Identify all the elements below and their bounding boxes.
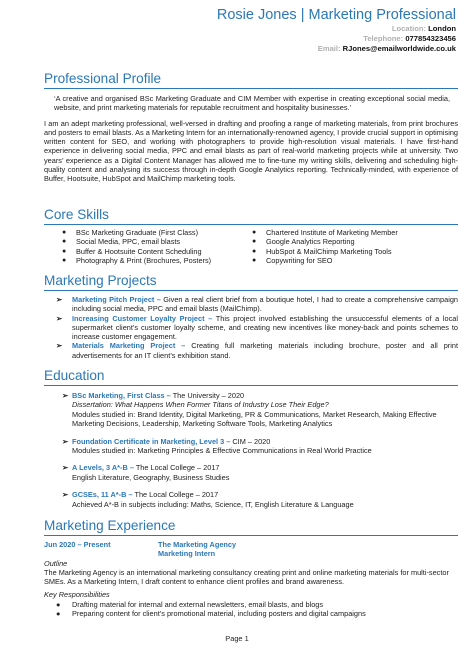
bullet-icon: ● (62, 256, 67, 264)
experience-section (44, 518, 458, 618)
profile-body: I am an adept marketing professional, well-versed in drafting and proofing a range of marketing materials, from print brochures and posters to email blasts. As a Marketing Intern for an internationally-renowned agency, I provide crucial support in optimising written content for SEO, and working with photographers to provide high-resolution visual materials. I have first-hand experience in delivering social media, PPC and email blasts as part of real-world marketing projects while at university. Two years’ experience as a Digital Content Manager has allowed me to fine-tune my writing skills, delivering and scheduling high-quality content and analysing its success through in-depth Google Analytics reporting. Technically-minded, with experience of Buffer, Hootsuite, HubSpot and MailChimp marketing tools. (44, 118, 458, 184)
bullet-icon: ● (252, 247, 257, 255)
bullet-icon: ● (252, 238, 257, 246)
modules: Modules studied in: Brand Identity, Digital Marketing, PR & Communications, Market Research, Making Effective Marketing Decisions, Leadership, Marketing Software Tools, Marketing Analytics (72, 409, 437, 429)
page-number: Page 1 (225, 634, 249, 643)
skill-item: ● Social Media, PPC, email blasts (62, 237, 181, 247)
arrow-bullet-icon: ➢ (56, 341, 63, 351)
section-divider (44, 535, 458, 536)
job-title: Marketing Intern (158, 549, 216, 559)
bullet-icon: ● (252, 256, 257, 264)
responsibility-item: ● Preparing content for client’s promotional material, including posters and digital campaigns (56, 609, 366, 619)
responsibilities-list (44, 600, 458, 619)
responsibility-item: ● Drafting material for internal and external newsletters, email blasts, and blogs (56, 599, 324, 609)
telephone-label: Telephone: (363, 34, 404, 43)
profile-section (44, 71, 458, 184)
arrow-bullet-icon: ➢ (56, 295, 63, 304)
skill-item: ● Buffer & Hootsuite Content Scheduling (62, 246, 202, 256)
section-divider (44, 290, 458, 291)
arrow-bullet-icon: ➢ (56, 313, 63, 323)
bullet-icon: ● (62, 229, 67, 236)
projects-heading: Marketing Projects (44, 273, 157, 288)
bullet-icon: ● (62, 238, 67, 246)
skills-left-column (62, 228, 252, 265)
profile-heading: Professional Profile (44, 71, 162, 86)
arrow-bullet-icon: ➢ (62, 463, 69, 473)
education-item: ➢ BSc Marketing, First Class – The University – 2020 Dissertation: What Happens When Former Titans of Industry Lose Their Edge? Modules studied in: Brand Identity, Digital Marketing, PR & Communications, Market Research, Making Effective Marketing Decisions, Leadership, Marketing Software Tools, Marketing Analytics (44, 391, 458, 429)
responsibilities-label: Key Responsibilities (44, 590, 110, 600)
location-line (217, 24, 456, 34)
skill-item: ● Chartered Institute of Marketing Member (252, 228, 398, 237)
bullet-icon: ● (56, 599, 61, 609)
project-item: ➢ Materials Marketing Project – Creating full marketing materials including brochure, poster and all print advertisements for an IT client’s exhibition stand. (56, 341, 458, 360)
projects-list (44, 295, 458, 360)
skill-item: ● BSc Marketing Graduate (First Class) (62, 228, 199, 237)
location-label: Location: (391, 24, 427, 33)
subjects: Achieved A*-B in subjects including: Maths, Science, IT, English Literature & Language (72, 499, 354, 509)
telephone-value: 077854323456 (405, 34, 456, 43)
section-divider (44, 88, 458, 89)
education-item: ➢ A Levels, 3 A*-B – The Local College – 2017 English Literature, Geography, Business Studies (44, 463, 458, 482)
job-header (44, 540, 458, 559)
education-heading: Education (44, 368, 105, 383)
skills-right-column (252, 228, 442, 265)
arrow-bullet-icon: ➢ (62, 436, 69, 446)
bullet-icon: ● (56, 609, 61, 619)
job-employer: The Marketing Agency (158, 540, 237, 549)
project-item: ➢ Increasing Customer Loyalty Project – This project involved establishing the unsuccessful elements of a local supermarket client’s customer loyalty scheme, and creating new incentives like money-back and points schemes to increase customer engagement. (56, 313, 458, 342)
email-line (217, 44, 456, 54)
email-value: RJones@emailworldwide.co.uk (342, 44, 456, 53)
outline-label: Outline (44, 558, 68, 568)
job-dates: Jun 2020 – Present (44, 540, 111, 549)
section-divider (44, 385, 458, 386)
dissertation: Dissertation: What Happens When Former Titans of Industry Lose Their Edge? (72, 400, 329, 410)
education-item: ➢ GCSEs, 11 A*-B – The Local College – 2017 Achieved A*-B in subjects including: Maths, Science, IT, English Literature & Language (44, 490, 458, 509)
telephone-line (217, 34, 456, 44)
skill-item: ● HubSpot & MailChimp Marketing Tools (252, 246, 392, 256)
skill-item: ● Copywriting for SEO (252, 255, 333, 265)
skill-item: ● Google Analytics Reporting (252, 237, 355, 247)
modules: Modules studied in: Marketing Principles & Effective Communications in Real World Practice (72, 446, 372, 456)
email-label: Email: (317, 44, 341, 53)
bullet-icon: ● (252, 229, 257, 236)
education-section (44, 368, 458, 509)
skills-grid (44, 228, 458, 265)
location-value: London (428, 24, 456, 33)
experience-heading: Marketing Experience (44, 518, 176, 533)
profile-intro: ‘A creative and organised BSc Marketing Graduate and CIM Member with expertise in creating exceptional social media, website, and print marketing materials for reputable recruitment and hospitality businesses.’ (54, 94, 450, 113)
cv-header (217, 6, 456, 54)
arrow-bullet-icon: ➢ (62, 391, 69, 400)
skills-heading: Core Skills (44, 207, 109, 222)
project-item: ➢ Marketing Pitch Project – Given a real client brief from a boutique hotel, I had to create a comprehensive campaign including social media, PPC and email blasts (MailChimp). (56, 295, 459, 314)
subjects: English Literature, Geography, Business Studies (72, 472, 230, 482)
section-divider (44, 224, 458, 225)
projects-section (44, 273, 458, 360)
skill-item: ● Photography & Print (Brochures, Posters) (62, 255, 212, 265)
outline-text: The Marketing Agency is an international marketing consultancy creating print and online marketing materials for multi-sector SMEs. As a Marketing Intern, I draft content to enhance client profiles and brand awareness. (44, 567, 449, 587)
arrow-bullet-icon: ➢ (62, 490, 69, 500)
bullet-icon: ● (62, 247, 67, 255)
candidate-name: Rosie Jones | Marketing Professional (216, 7, 456, 23)
education-item: ➢ Foundation Certificate in Marketing, Level 3 – CIM – 2020 Modules studied in: Marketing Principles & Effective Communications in Real World Practice (44, 437, 458, 456)
skills-section (44, 207, 458, 265)
